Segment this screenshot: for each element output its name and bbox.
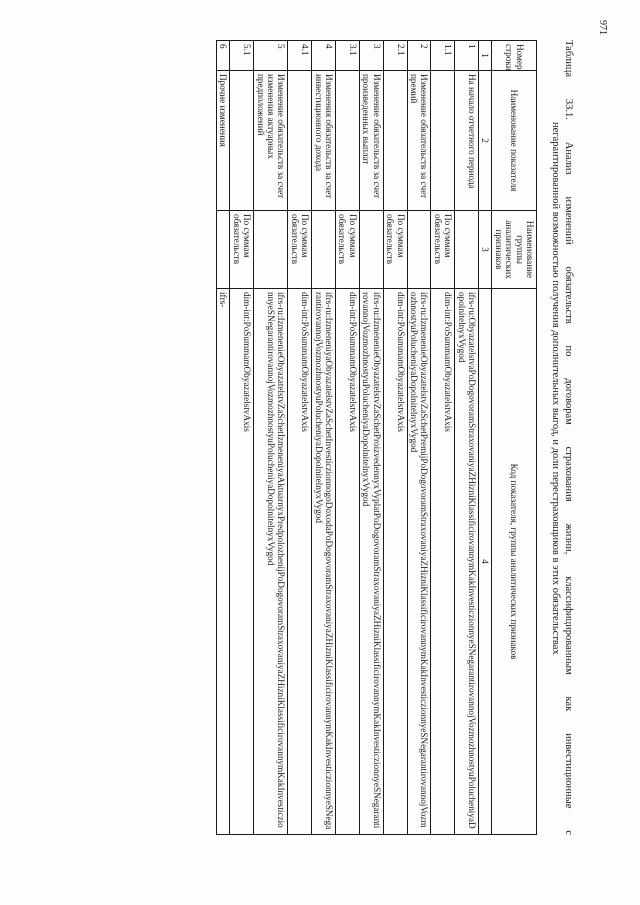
table-row (217, 41, 230, 835)
group-name: По суммам обязательств (383, 211, 407, 289)
row-number: 4 (312, 41, 336, 71)
indicator-code: dim-int:PoSummamObyazatelstvAxis (431, 289, 455, 835)
row-number: 2 (407, 41, 431, 71)
table-row (254, 41, 288, 835)
indicator-name (288, 71, 312, 211)
indicator-code: dim-int:PoSummamObyazatelstvAxis (288, 289, 312, 835)
indicator-name: Изменение обязательств за счет изменения актуарных предположений (254, 71, 288, 211)
indicator-code: ifrs-ru:IzmenenieObyazatelstvZaSchetPremijPoDogovoramStraxovaniyaZHizniKlassificirovannymKakInvesticzionnyeSNegarantirovannojVozmozhnostyuPolucheniyaDopolnitelnyxVygod (407, 289, 431, 835)
group-name (217, 211, 230, 289)
row-number: 3.1 (336, 41, 360, 71)
data-table (216, 40, 537, 835)
indicator-code: ifrs-ru:IzmeneniyaObyazatelstvZaSchetInvesticzionnogoDoxodaPoDogovoramStraxovaniyaZHizniKlassificirovannymKakInvesticzionnyeSNegarantirovannojVozmozhnostyuPolucheniyaDopolnitelnyxVygod (312, 289, 336, 835)
page-number: 971 (597, 20, 608, 35)
group-name: По суммам обязательств (288, 211, 312, 289)
row-number: 1 (455, 41, 479, 71)
caption-line-2: негарантированной возможностью получения дополнительных выгод, и доли перестраховщиков в этих обязательствах (550, 122, 561, 655)
group-name (359, 211, 383, 289)
row-number: 6 (217, 41, 230, 71)
indicator-name: Изменение обязательств за счет премий (407, 71, 431, 211)
indicator-code: dim-int:PoSummamObyazatelstvAxis (230, 289, 254, 835)
table-row (336, 41, 360, 835)
table-row (312, 41, 336, 835)
indicator-code: ifrs-ru:IzmenenieObyazatelstvZaSchetIzmeneniyaAktuarnyxPredpolozhenijPoDogovoramStraxovaniyaZHizniKlassificirovannymKakInvesticzionnyeSNegarantirovannojVozmozhnostyuPolucheniyaDopolnitelnyxVygod (254, 289, 288, 835)
indicator-code: dim-int:PoSummamObyazatelstvAxis (383, 289, 407, 835)
group-name (407, 211, 431, 289)
table-row (383, 41, 407, 835)
header-num-4: 4 (478, 289, 491, 835)
indicator-code: ifrs-ru:ObyazatelstvaPoDogovoramStraxovaniyaZHizniKlassificirovannymKakInvesticzionnyeSNegarantirovannojVozmozhnostyuPolucheniyaDopolnitelnyxVygod (455, 289, 479, 835)
indicator-name (383, 71, 407, 211)
header-num-1: 1 (478, 41, 491, 71)
table-row (407, 41, 431, 835)
row-number: 5 (254, 41, 288, 71)
indicator-name (230, 71, 254, 211)
group-name (254, 211, 288, 289)
group-name (455, 211, 479, 289)
indicator-name: Прочие изменения (217, 71, 230, 211)
row-number: 1.1 (431, 41, 455, 71)
table-row (455, 41, 479, 835)
header-num-3: 3 (478, 211, 491, 289)
table-caption (549, 40, 575, 835)
group-name: По суммам обязательств (431, 211, 455, 289)
rotated-page-content (65, 40, 575, 835)
table-row (288, 41, 312, 835)
table-row (359, 41, 383, 835)
row-number: 3 (359, 41, 383, 71)
header-group-name: Наименование группы аналитических признаков (492, 211, 537, 289)
indicator-code: ifrs- (217, 289, 230, 835)
indicator-code: dim-int:PoSummamObyazatelstvAxis (336, 289, 360, 835)
group-name: По суммам обязательств (230, 211, 254, 289)
indicator-name: На начало отчетного периода (455, 71, 479, 211)
group-name: По суммам обязательств (336, 211, 360, 289)
group-name (312, 211, 336, 289)
indicator-name (336, 71, 360, 211)
indicator-name: Изменения обязательств за счет инвестиционного дохода (312, 71, 336, 211)
table-header (478, 41, 536, 835)
row-number: 5.1 (230, 41, 254, 71)
header-indicator-name: Наименование показателя (492, 71, 537, 211)
table-body (217, 41, 479, 835)
header-code: Код показателя, группы аналитических признаков (492, 289, 537, 835)
header-row-number: Номер строки (492, 41, 537, 71)
caption-line-1: Таблица 33.1. Анализ изменений обязательств по договорам страхования жизни, классифицированным как инвестиционные с (563, 40, 574, 835)
table-row (431, 41, 455, 835)
indicator-code: ifrs-ru:IzmenenieObyazatelstvZaSchetProizvedennyxVyplatPoDogovoramStraxovaniyaZHizniKlassificirovannymKakInvesticzionnyeSNegarantirovannojVozmozhnostyuPolucheniyaDopolnitelnyxVygod (359, 289, 383, 835)
table-row (230, 41, 254, 835)
indicator-name: Изменение обязательств за счет произведенных выплат (359, 71, 383, 211)
header-num-2: 2 (478, 71, 491, 211)
row-number: 2.1 (383, 41, 407, 71)
row-number: 4.1 (288, 41, 312, 71)
indicator-name (431, 71, 455, 211)
